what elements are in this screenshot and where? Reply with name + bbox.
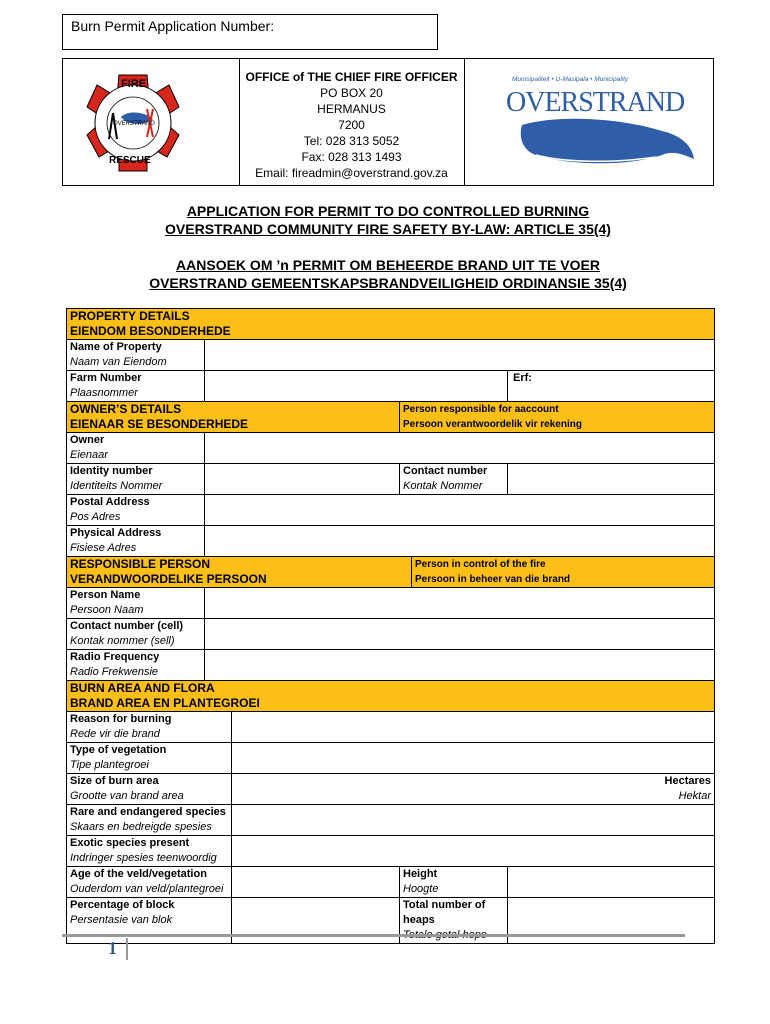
label-name-of-property: Name of Property Naam van Eiendom [67,340,205,371]
title-af-line2: OVERSTRAND GEMEENTSKAPSBRANDVEILIGHEID ORDINANSIE 35(4) [149,275,627,291]
input-erf[interactable]: Erf: [508,371,715,402]
label-postal-address: Postal Address Pos Adres [67,495,205,526]
label-reason-for-burning: Reason for burning Rede vir die brand [67,712,232,743]
label-height: Height Hoogte [400,867,508,898]
input-contact-number[interactable] [508,464,715,495]
application-form [66,308,715,944]
label-farm-number: Farm Number Plaasnommer [67,371,205,402]
office-address [239,59,465,185]
input-rare-species[interactable] [232,805,715,836]
input-name-of-property[interactable] [205,340,715,371]
office-pobox: PO BOX 20 [320,86,383,100]
application-number-field[interactable] [62,14,438,50]
input-radio-frequency[interactable] [205,650,715,681]
section-owner-details: OWNER’S DETAILS EIENAAR SE BESONDERHEDE [67,402,400,433]
label-total-heaps: Total number of heaps [400,898,508,944]
label-physical-address: Physical Address Fisiese Adres [67,526,205,557]
section-property-details: PROPERTY DETAILS EIENDOM BESONDERHEDE [67,309,715,340]
input-height[interactable] [508,867,715,898]
fire-logo-top-text: FIRE [121,78,147,90]
section-burn-area: BURN AREA AND FLORA BRAND AREA EN PLANTEGROEI [67,681,715,712]
overstrand-wordmark: OVERSTRAND [506,87,685,118]
office-tel: Tel: 028 313 5052 [303,134,400,148]
office-town: HERMANUS [317,102,386,116]
label-radio-frequency: Radio Frequency Radio Frekwensie [67,650,205,681]
label-contact-number: Contact number Kontak Nommer [400,464,508,495]
label-exotic-species: Exotic species present Indringer spesies teenwoordig [67,836,232,867]
input-postal-address[interactable] [205,495,715,526]
input-reason-for-burning[interactable] [232,712,715,743]
label-type-of-vegetation: Type of vegetation Tipe plantegroei [67,743,232,774]
input-identity-number[interactable] [205,464,400,495]
overstrand-logo [466,59,714,185]
fire-rescue-logo [63,59,239,185]
page-number: 1 [108,938,117,958]
label-identity-number: Identity number Identiteits Nommer [67,464,205,495]
input-type-of-vegetation[interactable] [232,743,715,774]
title-en-line2: OVERSTRAND COMMUNITY FIRE SAFETY BY-LAW: ARTICLE 35(4) [165,221,611,237]
fire-logo-center-text: OVERSTRAND [113,121,155,127]
label-size-of-burn-area: Size of burn area Grootte van brand area [67,774,232,805]
input-farm-number[interactable] [205,371,508,402]
office-fax: Fax: 028 313 1493 [301,150,402,164]
office-title: OFFICE of THE CHIEF FIRE OFFICER [245,70,458,84]
application-number-label: Burn Permit Application Number: [71,18,275,34]
responsible-control-note: Person in control of the fire Persoon in beheer van die brand [412,557,715,588]
input-exotic-species[interactable] [232,836,715,867]
office-email: Email: fireadmin@overstrand.gov.za [255,166,448,180]
overstrand-tagline: Munisipaliteit • U-Masipala • Municipality [512,76,629,83]
owner-responsible-note: Person responsible for aaccount Persoon verantwoordelik vir rekening [400,402,715,433]
input-age-of-veld[interactable] [232,867,400,898]
fire-logo-bottom-text: RESCUE [109,155,151,166]
footer-rule [62,934,685,937]
title-en-line1: APPLICATION FOR PERMIT TO DO CONTROLLED BURNING [186,203,590,219]
label-age-of-veld: Age of the veld/vegetation Ouderdom van veld/plantegroei [67,867,232,898]
input-physical-address[interactable] [205,526,715,557]
office-postcode: 7200 [338,118,365,132]
input-owner[interactable] [205,433,715,464]
label-person-name: Person Name Persoon Naam [67,588,205,619]
input-person-name[interactable] [205,588,715,619]
page-number-divider [126,938,128,960]
input-contact-cell[interactable] [205,619,715,650]
label-owner: Owner Eienaar [67,433,205,464]
section-responsible-person: RESPONSIBLE PERSON VERANDWOORDELIKE PERSOON [67,557,412,588]
label-rare-species: Rare and endangered species Skaars en bedreigde spesies [67,805,232,836]
letterhead [62,58,714,186]
label-contact-cell: Contact number (cell) Kontak nommer (sell) [67,619,205,650]
label-percentage-of-block: Percentage of block Persentasie van blok [67,898,232,944]
input-size-of-burn-area[interactable]: Hectares Hektar [232,774,715,805]
fire-rescue-logo-cell [63,59,240,185]
title-af-line1: AANSOEK OM ’n PERMIT OM BEHEERDE BRAND UIT TE VOER [176,257,600,273]
overstrand-logo-cell [466,59,714,185]
